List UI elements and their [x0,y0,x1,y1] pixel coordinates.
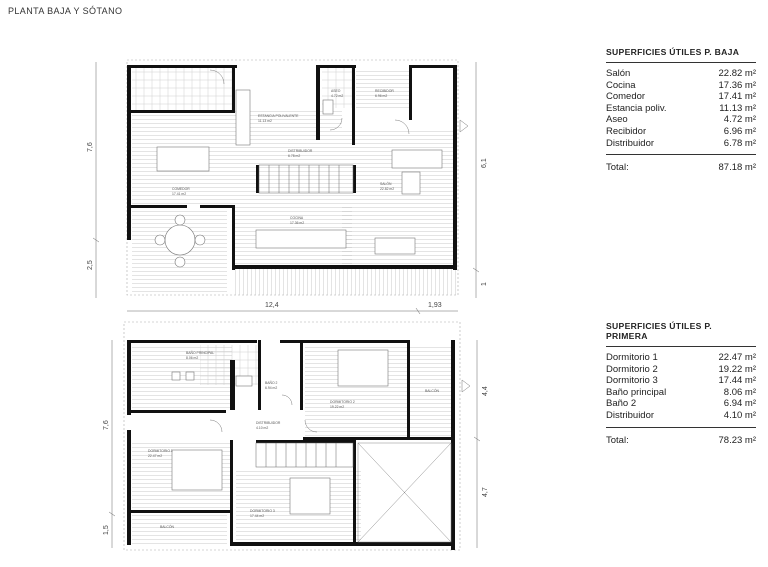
room-surface: 6.96 m² [723,125,756,137]
room-label: BAÑO PRINCIPAL [186,351,215,355]
room-label: BALCÓN [425,389,439,393]
table-rows [606,352,756,422]
floor-recibidor [356,68,412,108]
table-row [606,126,756,138]
table-row [606,91,756,103]
room-area: 11.13 m2 [258,119,272,123]
total-value: 87.18 m² [718,162,756,174]
tile-floor-estancia [132,68,232,112]
room-label: ESTANCIA POLIVALENTE [258,114,299,118]
floor-balcon-2 [132,515,227,545]
room-surface: 17.44 m² [718,375,756,387]
table-row [606,364,756,376]
room-label: DORMITORIO 3 [250,509,275,513]
room-name: Estancia poliv. [606,102,667,114]
stairs-primera [256,443,353,467]
porch-floor [232,268,456,295]
room-area: 17.44 m2 [250,514,265,518]
room-name: Baño 2 [606,398,637,410]
room-name: Dormitorio 2 [606,363,658,375]
table-rows [606,68,756,149]
room-area: 22.82 m2 [380,187,395,191]
page-title: PLANTA BAJA Y SÓTANO [8,6,123,16]
room-area: 6.96 m2 [375,94,388,98]
room-surface: 11.13 m² [719,102,756,114]
room-name: Distribuidor [606,137,655,149]
room-area: 17.36 m2 [290,221,305,225]
dim-left-top-baja: 7,6 [87,142,94,152]
dim-right-top-baja: 6,1 [481,158,488,168]
room-surface: 17.41 m² [718,91,756,103]
room-name: Aseo [606,114,628,126]
total-label: Total: [606,434,629,446]
room-area: 6.94 m2 [265,386,278,390]
room-area: 8.06 m2 [186,356,199,360]
surface-table-baja [606,47,756,173]
room-label: BAÑO 2 [265,381,278,385]
room-name: Dormitorio 1 [606,352,658,363]
table-row [606,398,756,410]
table-row [606,68,756,80]
room-surface: 22.47 m² [718,352,756,363]
room-name: Comedor [606,91,646,103]
room-label: SALÓN [380,182,392,186]
room-name: Recibidor [606,125,647,137]
room-name: Dormitorio 3 [606,375,658,387]
room-label: RECIBIDOR [375,89,394,93]
room-name: Distribuidor [606,409,655,421]
room-surface: 17.36 m² [718,79,756,91]
room-name: Salón [606,68,631,79]
table-row [606,138,756,150]
total-label: Total: [606,162,629,174]
room-label: DISTRIBUIDOR [288,149,313,153]
room-label: COCINA [290,216,304,220]
room-label: COMEDOR [172,187,190,191]
dim-bottom-side-baja: 1,93 [428,302,442,309]
table-row [606,80,756,92]
dim-right-bottom-primera: 4,7 [482,487,489,497]
room-surface: 6.78 m² [723,137,756,149]
room-area: 22.47 m2 [148,454,163,458]
table-heading: SUPERFICIES ÚTILES P. BAJA [606,47,756,63]
table-row [606,375,756,387]
table-total [606,427,756,446]
room-label: BALCÓN [160,525,174,529]
dim-left-bottom-primera: 1,5 [103,525,110,535]
table-row [606,114,756,126]
dim-left-bottom-baja: 2,5 [87,260,94,270]
room-surface: 8.06 m² [723,386,756,398]
dim-bottom-main-baja: 12,4 [265,302,279,309]
room-name: Baño principal [606,386,667,398]
table-row [606,103,756,115]
room-label: DISTRIBUIDOR [256,421,281,425]
void-opening [358,443,451,542]
table-total [606,154,756,173]
dim-right-bottom-baja: 1 [481,282,488,286]
room-area: 4.10 m2 [256,426,269,430]
room-name: Cocina [606,79,636,91]
table-row [606,387,756,399]
first-floor-plan [103,322,489,550]
room-surface: 19.22 m² [718,363,756,375]
room-label: ASEO [331,89,341,93]
dim-right-top-primera: 4,4 [482,386,489,396]
dim-left-top-primera: 7,6 [103,420,110,430]
ground-floor-plan [87,60,488,314]
room-area: 4.72 m2 [331,94,344,98]
surface-table-primera [606,321,756,446]
table-heading: SUPERFICIES ÚTILES P. PRIMERA [606,321,756,347]
room-area: 19.22 m2 [330,405,345,409]
room-surface: 22.82 m² [718,68,756,79]
table-row [606,410,756,422]
room-surface: 6.94 m² [723,398,756,410]
room-surface: 4.72 m² [723,114,756,126]
total-value: 78.23 m² [718,434,756,446]
room-surface: 4.10 m² [723,409,756,421]
table-row [606,352,756,364]
room-label: DORMITORIO 1 [148,449,173,453]
room-label: DORMITORIO 2 [330,400,355,404]
room-area: 6.78 m2 [288,154,301,158]
room-area: 17.41 m2 [172,192,187,196]
